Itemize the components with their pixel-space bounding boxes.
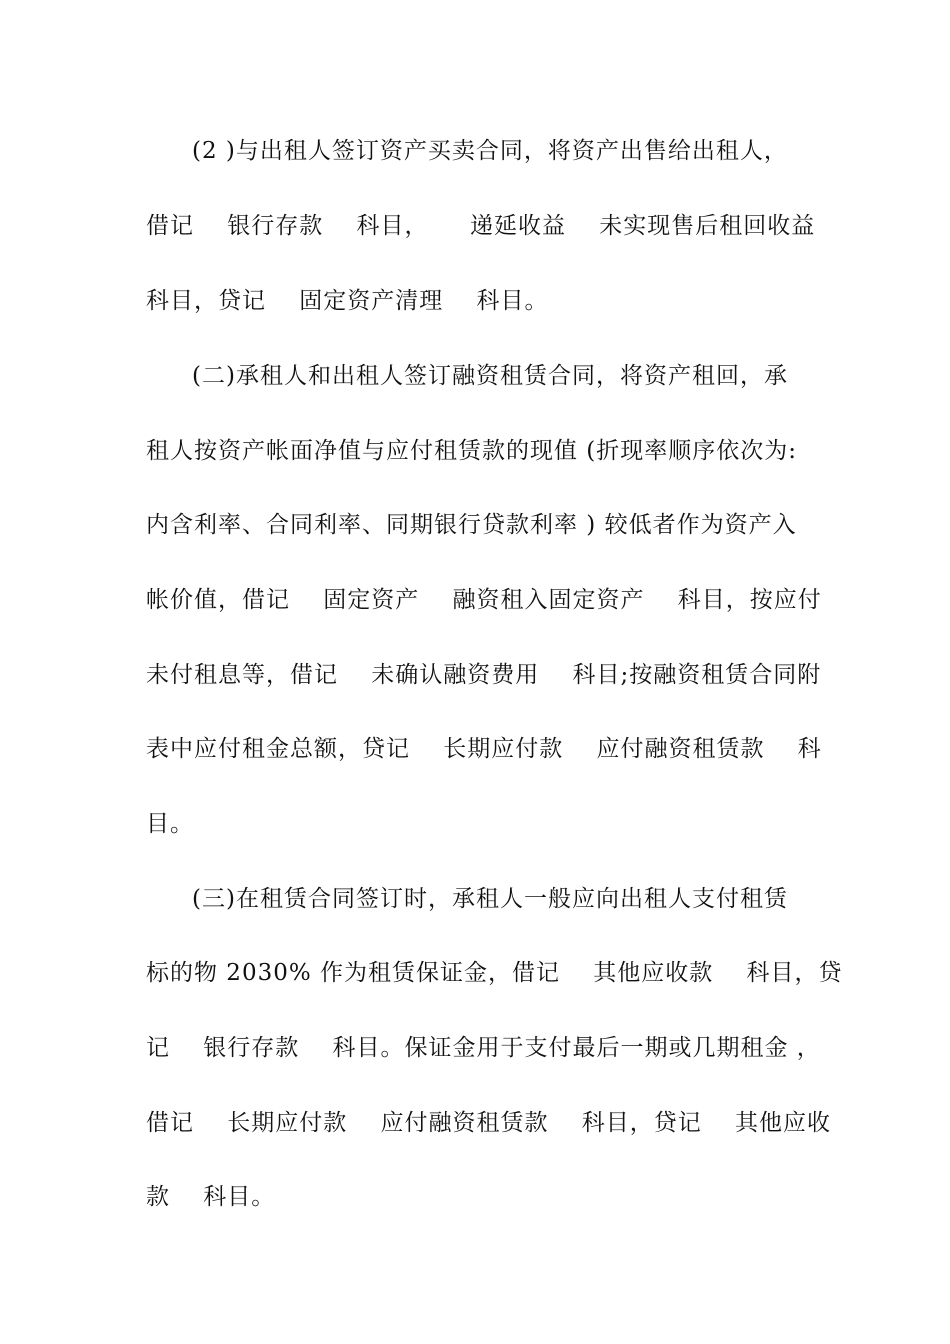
paragraph-line: (三)在租赁合同签订时，承租人一般应向出租人支付租赁: [192, 886, 788, 912]
paragraph-line: 租人按资产帐面净值与应付租赁款的现值 (折现率顺序依次为:: [146, 438, 798, 464]
paragraph-line: (2 )与出租人签订资产买卖合同，将资产出售给出租人，: [192, 138, 788, 164]
paragraph-line: 款 科目。: [146, 1184, 276, 1210]
paragraph-line: 科目，贷记 固定资产清理 科目。: [146, 288, 549, 314]
paragraph-line: 借记 银行存款 科目， 递延收益 未实现售后租回收益: [146, 213, 816, 239]
paragraph-line: 帐价值，借记 固定资产 融资租入固定资产 科目，按应付: [146, 587, 822, 613]
paragraph-line: 借记 长期应付款 应付融资租赁款 科目，贷记 其他应收: [146, 1110, 831, 1136]
paragraph-line: 内含利率、合同利率、同期银行贷款利率 ) 较低者作为资产入: [146, 512, 797, 538]
paragraph-line: 表中应付租金总额，贷记 长期应付款 应付融资租赁款 科: [146, 736, 822, 762]
paragraph-line: 标的物 2030% 作为租赁保证金，借记 其他应收款 科目，贷: [146, 960, 843, 986]
paragraph-line: (二)承租人和出租人签订融资租赁合同，将资产租回，承: [192, 363, 788, 389]
paragraph-line: 未付租息等，借记 未确认融资费用 科目;按融资租赁合同附: [146, 662, 822, 688]
paragraph-line: 记 银行存款 科目。保证金用于支付最后一期或几期租金 ，: [146, 1035, 821, 1061]
paragraph-line: 目。: [146, 811, 194, 837]
